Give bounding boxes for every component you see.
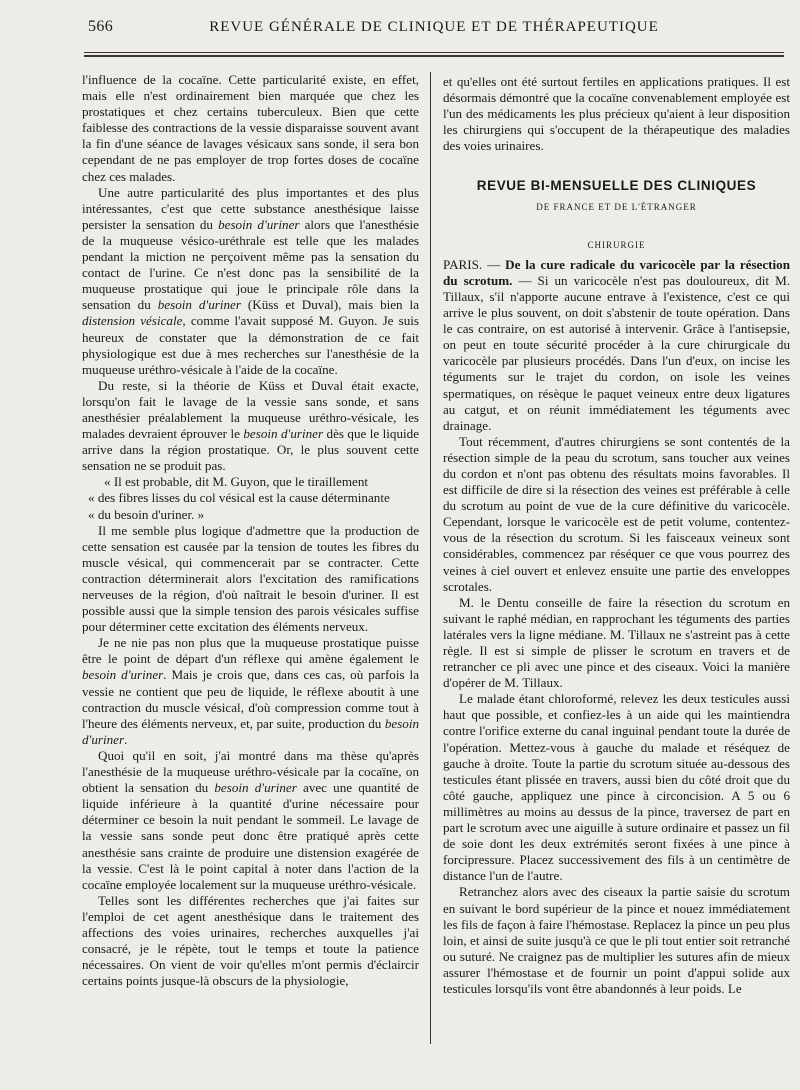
header-rule (84, 52, 784, 53)
page-number: 566 (88, 18, 114, 35)
left-column (82, 72, 419, 989)
paragraph: et qu'elles ont été surtout fertiles en applications pratiques. Il est désormais démontré que la cocaïne convenablement employée est l'un des médicaments les plus précieux qu'aient à leur disposition les chirurgiens qui s'occupent de la thérapeutique des maladies des voies urinaires. (443, 74, 790, 154)
paragraph: l'influence de la cocaïne. Cette particularité existe, en effet, mais elle n'est ordinairement bien marquée que chez les prostatiques et chez certains tuberculeux. Bien que cette faiblesse des contractions de la vessie disparaisse souvent avant la fin d'une séance de lavages vésicaux sans sonde, il sera bon cependant de ne pas employer de trop fortes doses de cocaïne chez ces malades. (82, 72, 419, 184)
right-column (443, 74, 790, 997)
paragraph: Il me semble plus logique d'admettre que la production de cette sensation est causée par la tension de toutes les fibres du muscle vésical, qui commencerait par se contracter. Cette contraction déterminerait alors l'excitation des ramifications nerveuses de la région, d'où naîtrait le besoin d'uriner. Il est possible aussi que la simple tension des parois vésicales suffise pour déterminer cette excitation des éléments nerveux. (82, 522, 419, 635)
paragraph: Quoi qu'il en soit, j'ai montré dans ma thèse qu'après l'anesthésie de la muqueuse uréthro-vésicale par la cocaïne, on obtient la sensation du besoin d'uriner avec une quantité de liquide inférieure à la quantité d'urine nécessaire pour déterminer ce besoin la nuit pendant le sommeil. Le lavage de la vessie sans sonde peut donc être pratiqué après cette anesthésie sans crainte de produire une distension exagérée de la vessie. C'est là le point capital à noter dans l'action de la cocaïne employée localement sur la muqueuse uréthro-vésicale. (82, 747, 419, 892)
quotation-line: « du besoin d'uriner. » (88, 506, 205, 522)
article-title: De la cure radicale du varicocèle par la résection du scrotum. (443, 256, 791, 288)
paragraph: Telles sont les différentes recherches que j'ai faites sur l'emploi de cet agent anesthésique dans le traitement des affections des voies urinaires, recherches auxquelles j'ai consacré, je le répète, tout le temps et toute la patience nécessaires. On vient de voir qu'elles m'ont permis d'éclaircir certains points jusque-là obscurs de la physiologie, (82, 892, 419, 989)
paragraph: Du reste, si la théorie de Küss et Duval était exacte, lorsqu'on fait le lavage de la vessie sans sonde, et sans anesthésier préalablement la muqueuse uréthro-vésicale, les malades devraient éprouver le besoin d'uriner dès que le liquide arrive dans la région prostatique. Or, le plus souvent cette sensation ne se produit pas. (82, 377, 420, 474)
header-rule-thick (84, 55, 784, 57)
paragraph: M. le Dentu conseille de faire la résection du scrotum en suivant le raphé médian, en rapprochant les téguments des parties latérales vers la ligne médiane. M. Tillaux ne s'astreint pas à cette règle. Il est si simple de plisser le scrotum en travers et de retrancher ce pli avec une pince et des ciseaux. Voici la manière d'opérer de M. Tillaux. (443, 594, 790, 691)
journal-title: REVUE GÉNÉRALE DE CLINIQUE ET DE THÉRAPEUTIQUE (209, 19, 659, 35)
section-title: REVUE BI-MENSUELLE DES CLINIQUES (476, 178, 757, 194)
paragraph: Je ne nie pas non plus que la muqueuse prostatique puisse être le point de départ d'un réflexe qui amène également le besoin d'uriner. Mais je crois que, dans ces cas, où parfois la vessie ne contient que peu de liquide, le réflexe aboutit à une contraction du muscle vésical, d'où compression comme tout à l'heure des éléments nerveux, et, par suite, production du besoin d'uriner. (82, 635, 419, 747)
paragraph: Tout récemment, d'autres chirurgiens se sont contentés de la résection simple de la peau du scrotum, sans toucher aux veines du cordon et n'ont pas obtenu des résultats moins favorables. Il est difficile de dire si la résection des veines est préférable à celle du scrotum au point de vue de la cure définitive du varicocèle. Cependant, lorsque le varicocèle est de petit volume, contentez-vous de la résection du scrotum. Si les faisceaux veineux sont considérables, commencez par réséquer ce que vous pourrez des veines à ciel ouvert et enlevez ensuite une partie des enveloppes scrotales. (443, 433, 790, 594)
section-subtitle: DE FRANCE ET DE L'ÉTRANGER (536, 201, 697, 212)
subsection-heading: CHIRURGIE (587, 239, 646, 250)
quotation-line: « Il est probable, dit M. Guyon, que le tiraillement (104, 474, 368, 490)
paragraph: Retranchez alors avec des ciseaux la partie saisie du scrotum en suivant le bord supérieur de la pince et nouez immédiatement les fils de façon à faire l'hémostase. Replacez la pince un peu plus loin, et ainsi de suite jusqu'à ce que le pli tout entier soit retranché ou suturé. Ne craignez pas de multiplier les sutures afin de mieux assurer l'hémostase et de fournir un point d'appui solide aux testicules lorsqu'ils vont être abandonnés à leur poids. Le (443, 884, 790, 996)
column-separator (430, 72, 431, 1044)
page-header (88, 16, 780, 40)
article-lead: PARIS. — De la cure radicale du varicocèle par la résection du scrotum. — Si un varicocèle n'est pas douloureux, dit M. Tillaux, s'il n'apporte aucune entrave à l'existence, c'est ce qui arrive le plus souvent, on doit s'abstenir de toute opération. Dans le cas contraire, on est autorisé à intervenir. Grâce à l'antisepsie, on peut en toute sécurité procéder à la cure chirurgicale du varicocèle par plusieurs procédés. Dans l'un d'eux, on incise les téguments sur le trajet du cordon, on isole les veines spermatiques, on résèque le paquet veineux entre deux ligatures au catgut, et on réunit immédiatement les téguments avec drainage. (443, 256, 791, 433)
paragraph: Le malade étant chloroformé, relevez les deux testicules aussi haut que possible, et confiez-les à un aide qui les maintiendra contre l'orifice externe du canal inguinal pendant toute la durée de l'opération. Mettez-vous à gauche du malade et réséquez de gauche à droite. Toute la partie du scrotum située au-dessous des testicules étant plissée en travers, aussi bien du côté droit que du côté gauche, appliquez une pince à circoncision. A 5 ou 6 millimètres au moins au dessus de la pince, traversez de part en part le scrotum avec une aiguille à suture ordinaire et passez un fil de soie dont les deux extrémités seront fixées à une pince à forcipressure. Placez successivement des fils à un centimètre de distance l'un de l'autre. (443, 691, 790, 884)
quotation-line: « des fibres lisses du col vésical est la cause déterminante (88, 490, 390, 506)
paragraph: Une autre particularité des plus importantes et des plus intéressantes, c'est que cette substance anesthésique laisse persister la sensation du besoin d'uriner alors que l'anesthésie de la muqueuse vésico-uréthrale est telle que les malades pendant la miction ne perçoivent même pas la sensation du contact de l'urine. Ce n'est donc pas la sensibilité de la muqueuse prostatique qui joue le principale rôle dans la sensation du besoin d'uriner (Küss et Duval), mais bien la distension vésicale, comme l'avait supposé M. Guyon. Je suis heureux de constater que la démonstration de ce fait physiologique est due à mes recherches sur l'anesthésie de la muqueuse uréthro-vésicale à l'aide de la cocaïne. (82, 184, 420, 377)
